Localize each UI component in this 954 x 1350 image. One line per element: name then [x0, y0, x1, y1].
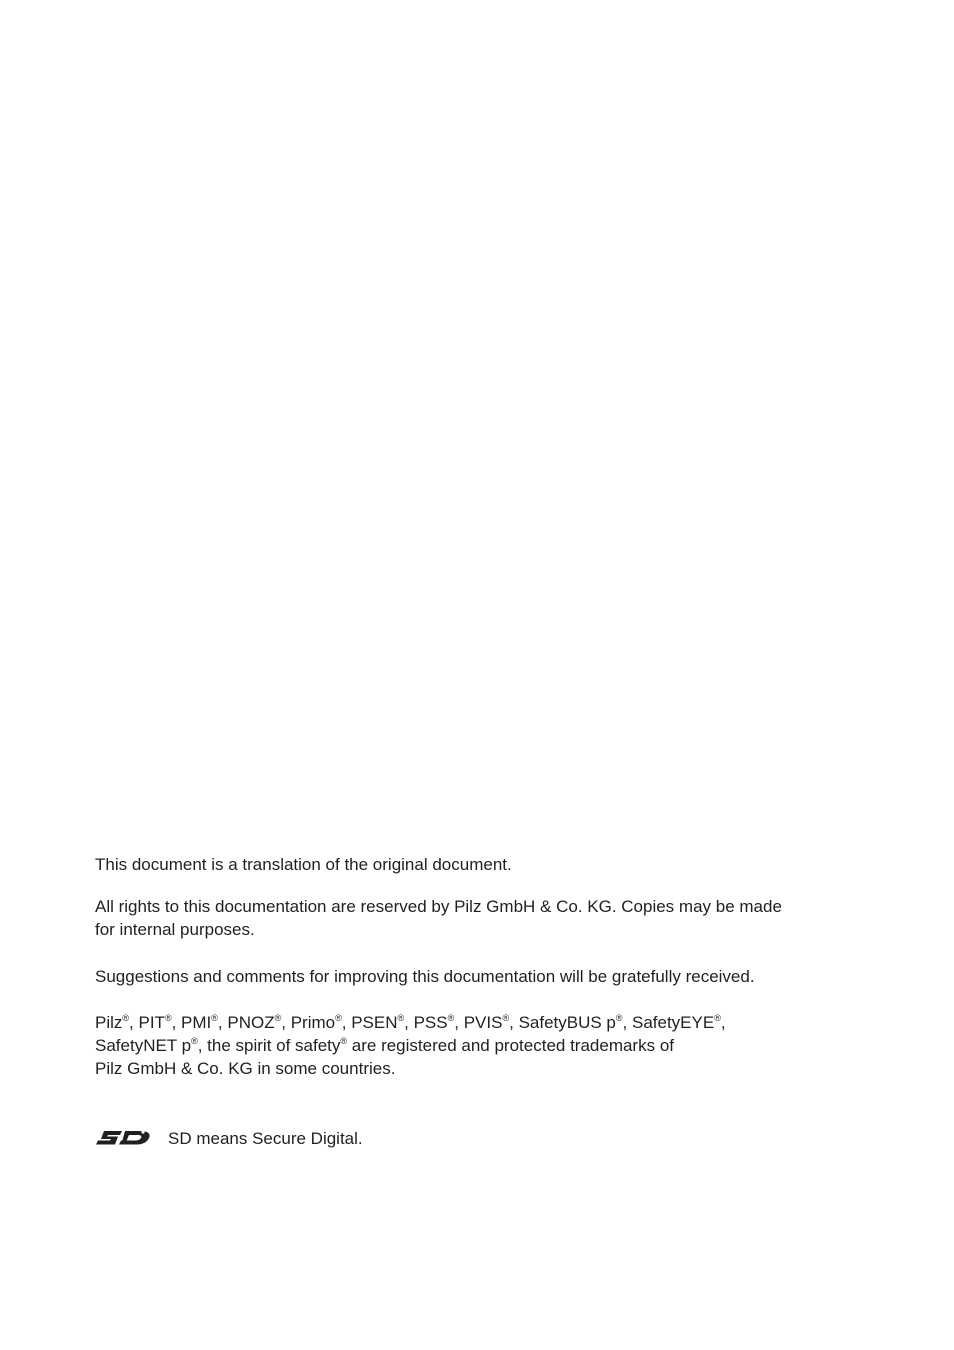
- registered-mark: ®: [615, 1013, 623, 1023]
- translation-note-text: This document is a translation of the original document.: [95, 855, 512, 874]
- trademark: PNOZ: [227, 1013, 275, 1032]
- sd-card-logo-icon: [95, 1129, 151, 1147]
- separator: ,: [341, 1013, 352, 1032]
- registered-mark: ®: [211, 1013, 218, 1023]
- sd-note: [95, 1127, 363, 1149]
- separator: ,: [404, 1013, 414, 1032]
- registered-mark: ®: [191, 1036, 198, 1046]
- registered-mark: ®: [335, 1013, 342, 1023]
- separator: ,: [509, 1013, 519, 1032]
- registered-mark: ®: [502, 1013, 510, 1023]
- sd-note-text: SD means Secure Digital.: [168, 1128, 363, 1148]
- trademark: SafetyNET p: [95, 1036, 192, 1055]
- trademark: PVIS: [463, 1013, 503, 1032]
- rights-line-2: for internal purposes.: [95, 920, 255, 939]
- trademarks-line-2: [95, 1034, 875, 1057]
- registered-mark: ®: [340, 1036, 348, 1046]
- trademark: Primo: [290, 1013, 336, 1032]
- suggestions-text: Suggestions and comments for improving this documentation will be gratefully received.: [95, 967, 755, 986]
- trademarks-line-1: [95, 1011, 875, 1034]
- separator: ,: [622, 1013, 632, 1032]
- trademark: PSEN: [351, 1013, 398, 1032]
- registered-mark: ®: [397, 1013, 405, 1023]
- separator: ,: [171, 1013, 182, 1032]
- trademark: PIT: [138, 1013, 165, 1032]
- rights-line-1: All rights to this documentation are reserved by Pilz GmbH & Co. KG. Copies may be made: [95, 897, 782, 916]
- trademark: Pilz: [95, 1013, 123, 1032]
- trailing-comma: ,: [720, 1013, 726, 1032]
- registered-mark: ®: [122, 1013, 130, 1023]
- registered-mark: ®: [164, 1013, 172, 1023]
- rights-paragraph: [95, 895, 875, 941]
- trademark: PSS: [413, 1013, 448, 1032]
- registered-mark: ®: [274, 1013, 282, 1023]
- separator: ,: [217, 1013, 228, 1032]
- trademarks-line-2-tail: are registered and protected trademarks of: [347, 1036, 674, 1055]
- translation-note: [95, 853, 875, 876]
- registered-mark: ®: [447, 1013, 455, 1023]
- trademarks-paragraph: [95, 1011, 875, 1080]
- trademarks-line-3: Pilz GmbH & Co. KG in some countries.: [95, 1059, 396, 1078]
- separator: ,: [281, 1013, 291, 1032]
- registered-mark: ®: [714, 1013, 721, 1023]
- trademark: SafetyBUS p: [518, 1013, 616, 1032]
- separator: ,: [129, 1013, 139, 1032]
- separator: ,: [454, 1013, 464, 1032]
- suggestions-paragraph: [95, 965, 875, 988]
- trademark: the spirit of safety: [207, 1036, 341, 1055]
- separator: ,: [197, 1036, 208, 1055]
- trademark: SafetyEYE: [631, 1013, 715, 1032]
- trademark: PMI: [181, 1013, 212, 1032]
